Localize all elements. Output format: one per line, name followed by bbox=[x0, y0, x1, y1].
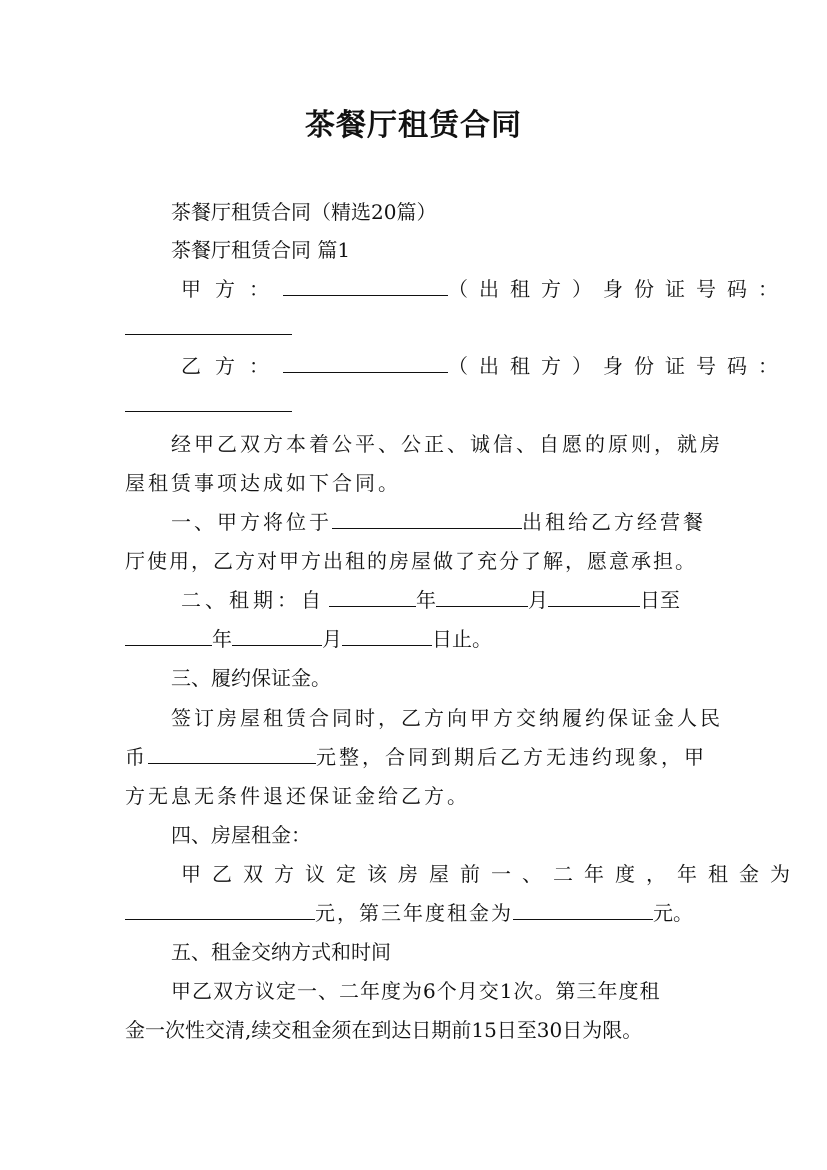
start-year-label: 年 bbox=[416, 588, 436, 612]
start-month-blank bbox=[436, 585, 528, 607]
subtitle: 茶餐厅租赁合同（精选20篇） bbox=[171, 200, 437, 224]
part-heading: 茶餐厅租赁合同 篇1 bbox=[171, 238, 351, 262]
party-b-id-blank bbox=[125, 390, 292, 412]
intro-line-2: 屋租赁事项达成如下合同。 bbox=[125, 471, 401, 495]
party-b-label: 乙方： bbox=[181, 354, 283, 378]
document-title: 茶餐厅租赁合同 bbox=[305, 108, 522, 143]
article-1-text-b: 出租给乙方经营餐 bbox=[522, 510, 706, 534]
end-year-blank bbox=[125, 624, 212, 646]
deposit-amount-blank bbox=[148, 742, 316, 764]
party-b-id-line bbox=[125, 389, 710, 421]
article-2-line-2 bbox=[125, 623, 710, 655]
intro-line-1: 经甲乙双方本着公平、公正、诚信、自愿的原则，就房 bbox=[171, 432, 723, 456]
end-month-label: 月 bbox=[322, 627, 342, 651]
article-4-text-b2: 元。 bbox=[653, 901, 693, 925]
article-2-text-a: 二、租期：自 bbox=[181, 588, 325, 612]
start-month-label: 月 bbox=[528, 588, 548, 612]
article-1-location-blank bbox=[332, 507, 522, 529]
article-1-line-2: 厅使用，乙方对甲方出租的房屋做了充分了解，愿意承担。 bbox=[125, 549, 697, 573]
party-a-id-line bbox=[125, 312, 710, 344]
end-day-blank bbox=[342, 624, 432, 646]
article-4-line-1: 甲乙双方议定该房屋前一、二年度，年租金为 bbox=[181, 862, 801, 886]
start-day-blank bbox=[548, 585, 640, 607]
third-year-rent-blank bbox=[513, 898, 653, 920]
start-day-label: 日至 bbox=[640, 588, 680, 612]
article-3-text-b2: 元整，合同到期后乙方无违约现象，甲 bbox=[316, 745, 707, 769]
party-a-blank bbox=[283, 274, 448, 296]
party-a-lessor-tag: （出租方）身份证号码： bbox=[448, 277, 789, 301]
article-2-line-1 bbox=[125, 584, 710, 616]
article-4-line-2 bbox=[125, 897, 710, 929]
article-3-line-1: 签订房屋租赁合同时，乙方向甲方交纳履约保证金人民 bbox=[171, 706, 723, 730]
party-a-line bbox=[125, 273, 789, 305]
article-5-line-2: 金一次性交清,续交租金须在到达日期前15日至30日为限。 bbox=[125, 1018, 643, 1042]
party-b-lessor-tag: （出租方）身份证号码： bbox=[448, 354, 789, 378]
end-month-blank bbox=[232, 624, 322, 646]
article-5-line-1: 甲乙双方议定一、二年度为6个月交1次。第三年度租 bbox=[171, 979, 661, 1003]
article-4-title: 四、房屋租金： bbox=[171, 823, 311, 847]
article-3-text-b1: 币 bbox=[125, 745, 148, 769]
article-5-title: 五、租金交纳方式和时间 bbox=[171, 940, 391, 964]
article-3-title: 三、履约保证金。 bbox=[171, 666, 331, 690]
party-a-id-blank bbox=[125, 313, 292, 335]
annual-rent-blank bbox=[125, 898, 315, 920]
party-b-blank bbox=[283, 351, 448, 373]
article-1-line-1 bbox=[125, 506, 710, 538]
article-1-text-a: 一、甲方将位于 bbox=[171, 510, 332, 534]
end-day-label: 日止。 bbox=[432, 627, 492, 651]
article-4-text-b1: 元，第三年度租金为 bbox=[315, 901, 513, 925]
party-b-line bbox=[125, 350, 789, 382]
end-year-label: 年 bbox=[212, 627, 232, 651]
party-a-label: 甲方： bbox=[181, 277, 283, 301]
start-year-blank bbox=[329, 585, 416, 607]
article-3-line-2 bbox=[125, 741, 710, 773]
article-3-line-3: 方无息无条件退还保证金给乙方。 bbox=[125, 784, 470, 808]
